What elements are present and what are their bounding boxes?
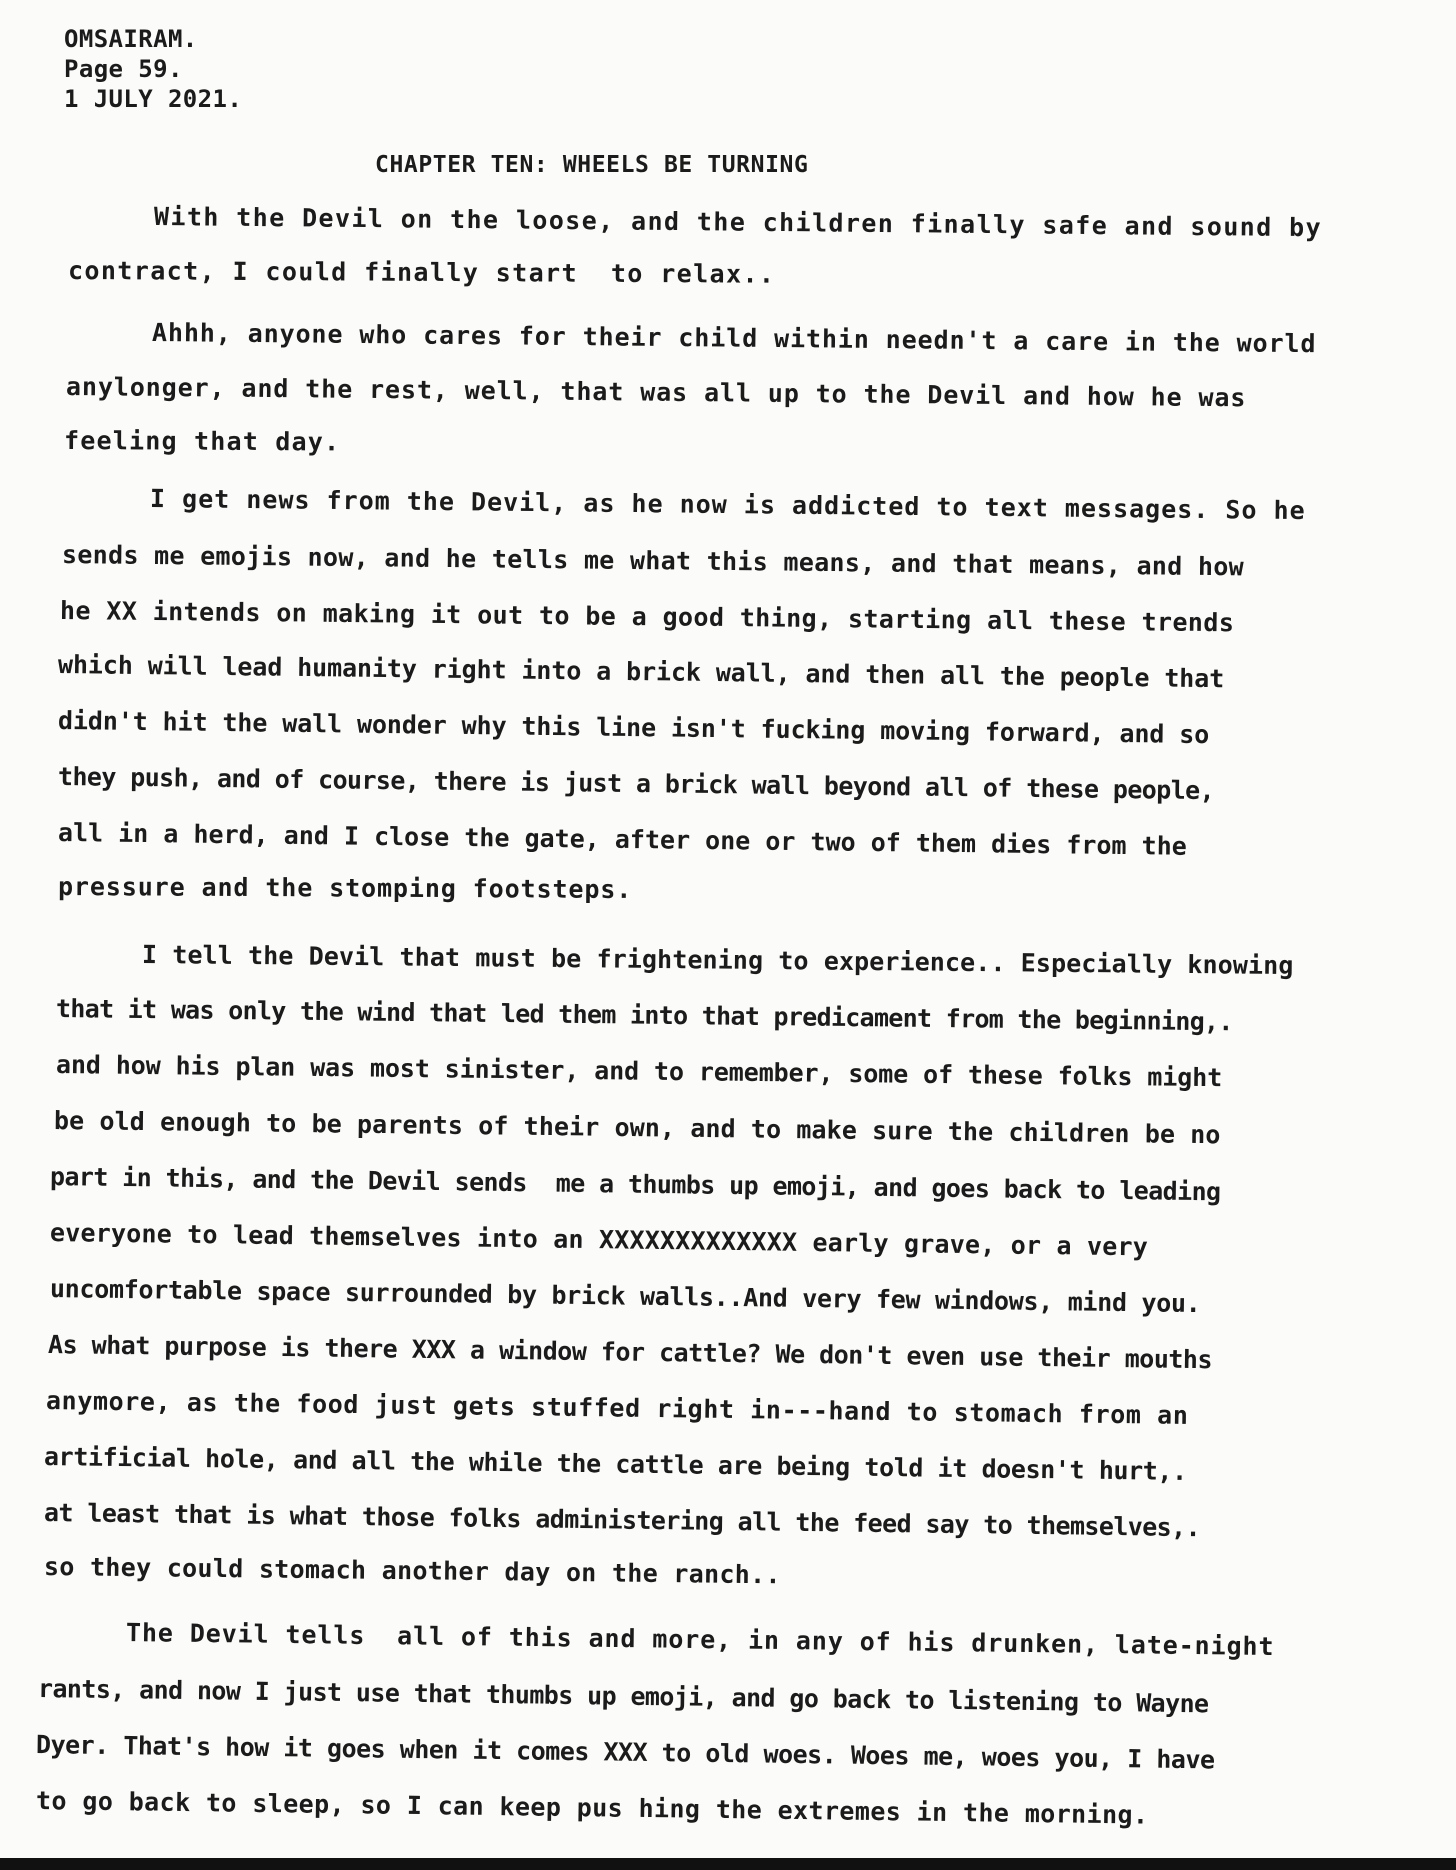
page-header [64, 24, 242, 114]
body-line: didn't hit the wall wonder why this line isn't fucking moving forward, and so [57, 706, 1210, 750]
body-line: The Devil tells all of this and more, in any of his drunken, late-night [125, 1618, 1275, 1662]
page-number: Page 59. [64, 55, 183, 83]
body-line: I tell the Devil that must be frightening to experience.. Especially knowing [141, 940, 1294, 981]
body-line: contract, I could finally start to relax.. [67, 256, 776, 289]
body-line: that it was only the wind that led them into that predicament from the beginning,. [55, 994, 1233, 1037]
body-line: be old enough to be parents of their own, and to make sure the children be no [53, 1106, 1221, 1150]
scan-bottom-edge [0, 1858, 1456, 1870]
body-line: pressure and the stomping footsteps. [57, 872, 633, 905]
body-line: at least that is what those folks administering all the feed say to themselves,. [43, 1498, 1201, 1543]
body-line: artificial hole, and all the while the cattle are being told it doesn't hurt,. [43, 1442, 1187, 1486]
body-line: everyone to lead themselves into an XXXXXXXXXXXXX early grave, or a very [49, 1218, 1149, 1262]
body-line: part in this, and the Devil sends me a thumbs up emoji, and goes back to leading [49, 1162, 1221, 1207]
date-line: 1 JULY 2021. [64, 85, 243, 113]
body-line: all in a herd, and I close the gate, after one or two of them dies from the [57, 818, 1187, 861]
body-line: which will lead humanity right into a brick wall, and then all the people that [57, 650, 1225, 694]
body-line: they push, and of course, there is just a brick wall beyond all of these people, [57, 762, 1215, 806]
author-line: OMSAIRAM. [64, 25, 198, 53]
body-line: I get news from the Devil, as he now is addicted to text messages. So he [149, 484, 1306, 526]
body-line: With the Devil on the loose, and the children finally safe and sound by [153, 202, 1323, 243]
body-line: feeling that day. [63, 426, 341, 457]
body-line: so they could stomach another day on the ranch.. [43, 1552, 781, 1590]
body-line: sends me emojis now, and he tells me what this means, and that means, and how [61, 540, 1245, 582]
body-line: anymore, as the food just gets stuffed right in---hand to stomach from an [45, 1386, 1189, 1430]
body-line: anylonger, and the rest, well, that was all up to the Devil and how he was [65, 372, 1247, 413]
body-line: he XX intends on making it out to be a good thing, starting all these trends [59, 596, 1235, 638]
body-line: Ahhh, anyone who cares for their child within needn't a care in the world [151, 318, 1317, 359]
body-line: and how his plan was most sinister, and to remember, some of these folks might [55, 1050, 1223, 1093]
chapter-title: CHAPTER TEN: WHEELS BE TURNING [375, 152, 809, 178]
body-line: to go back to sleep, so I can keep pus hing the extremes in the morning. [35, 1786, 1149, 1830]
body-line: Dyer. That's how it goes when it comes XXX to old woes. Woes me, woes you, I have [35, 1730, 1215, 1775]
body-line: uncomfortable space surrounded by brick walls..And very few windows, mind you. [49, 1274, 1201, 1319]
body-line: As what purpose is there XXX a window for cattle? We don't even use their mouths [47, 1330, 1213, 1375]
body-line: rants, and now I just use that thumbs up emoji, and go back to listening to Wayne [37, 1674, 1209, 1719]
